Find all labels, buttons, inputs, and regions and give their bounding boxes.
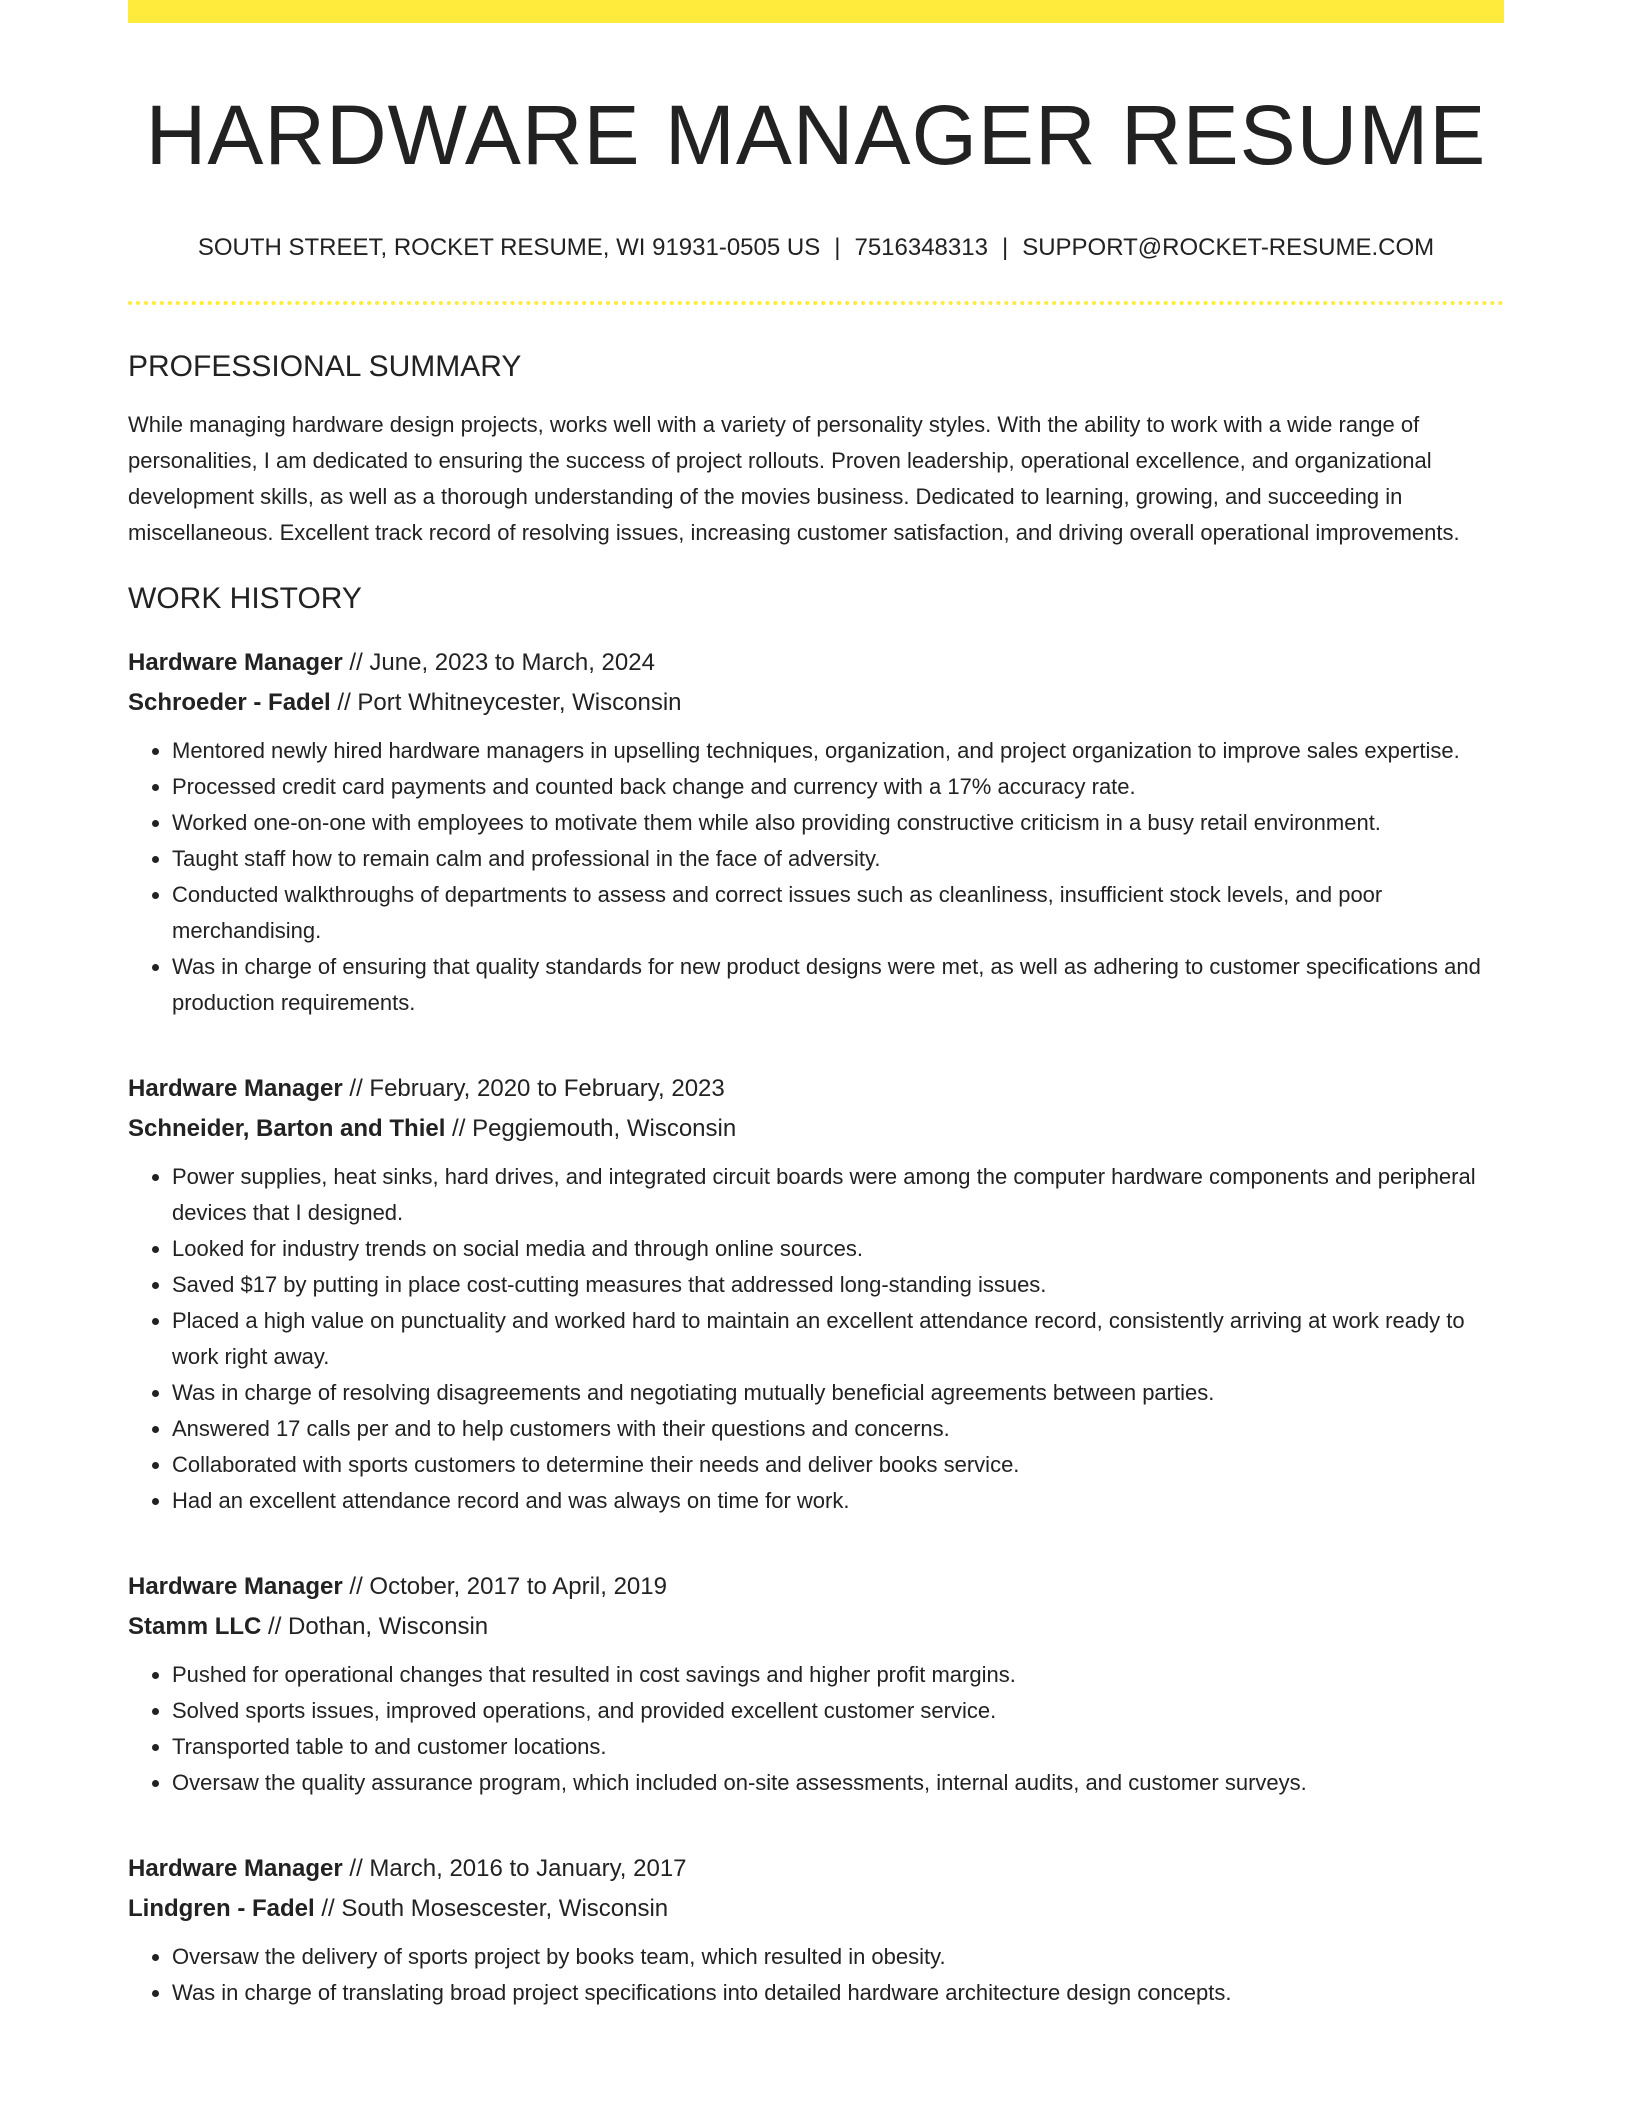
job-bullets: [128, 1159, 1504, 1519]
bullet-item: • Oversaw the quality assurance program, which included on-site assessments, internal audits, and customer surveys.: [172, 1765, 1504, 1801]
job-dates: // February, 2020 to February, 2023: [342, 1074, 725, 1102]
bullet-item: • Was in charge of translating broad project specifications into detailed hardware architecture design concepts.: [172, 1975, 1504, 2011]
job-title: Hardware Manager: [128, 648, 343, 676]
job-title-line: [128, 1849, 1504, 1889]
bullet-item: • Conducted walkthroughs of departments to assess and correct issues such as cleanliness, insufficient stock levels, and poor merchandising.: [172, 877, 1504, 949]
job-title: Hardware Manager: [128, 1572, 343, 1600]
bullet-item: • Looked for industry trends on social media and through online sources.: [172, 1231, 1504, 1267]
resume-page: [128, 0, 1504, 2011]
job-location: // Dothan, Wisconsin: [261, 1612, 489, 1640]
job-location: // South Mosescester, Wisconsin: [314, 1894, 669, 1922]
job-entry: [128, 643, 1504, 1021]
job-bullets: [128, 1939, 1504, 2011]
job-location: // Peggiemouth, Wisconsin: [445, 1114, 737, 1142]
job-bullets: [128, 733, 1504, 1021]
bullet-item: • Placed a high value on punctuality and worked hard to maintain an excellent attendance record, consistently arriving at work ready to work right away.: [172, 1303, 1504, 1375]
job-dates: // June, 2023 to March, 2024: [342, 648, 655, 676]
bullet-item: • Saved $17 by putting in place cost-cutting measures that addressed long-standing issues.: [172, 1267, 1504, 1303]
summary-heading: PROFESSIONAL SUMMARY: [128, 349, 522, 383]
job-entry: [128, 1069, 1504, 1519]
bullet-item: • Processed credit card payments and counted back change and currency with a 17% accuracy rate.: [172, 769, 1504, 805]
bullet-item: • Had an excellent attendance record and was always on time for work.: [172, 1483, 1504, 1519]
job-company-line: [128, 1607, 1504, 1647]
bullet-item: • Was in charge of resolving disagreements and negotiating mutually beneficial agreements between parties.: [172, 1375, 1504, 1411]
bullet-item: • Collaborated with sports customers to determine their needs and deliver books service.: [172, 1447, 1504, 1483]
job-company: Schroeder - Fadel: [128, 688, 331, 716]
job-company: Lindgren - Fadel: [128, 1894, 315, 1922]
job-title-line: [128, 1567, 1504, 1607]
bullet-item: • Power supplies, heat sinks, hard drives, and integrated circuit boards were among the computer hardware components and peripheral devices that I designed.: [172, 1159, 1504, 1231]
job-company: Schneider, Barton and Thiel: [128, 1114, 446, 1142]
job-entry: [128, 1567, 1504, 1801]
summary-text: While managing hardware design projects, works well with a variety of personality styles. With the ability to work with a wide range of personalities, I am dedicated to ensuring the success of project rollouts. Proven leadership, operational excellence, and organizational development skills, as well as a thorough understanding of the movies business. Dedicated to learning, growing, and succeeding in miscellaneous. Excellent track record of resolving issues, increasing customer satisfaction, and driving overall operational improvements.: [128, 411, 1460, 545]
job-title-line: [128, 643, 1504, 683]
contact-phone: 7516348313: [854, 233, 988, 261]
dotted-divider: [128, 301, 1504, 305]
bullet-item: • Answered 17 calls per and to help customers with their questions and concerns.: [172, 1411, 1504, 1447]
bullet-item: • Mentored newly hired hardware managers in upselling techniques, organization, and project organization to improve sales expertise.: [172, 733, 1504, 769]
contact-line: [128, 232, 1504, 263]
job-company-line: [128, 1109, 1504, 1149]
job-company: Stamm LLC: [128, 1612, 262, 1640]
top-accent-bar: [128, 0, 1504, 23]
job-dates: // October, 2017 to April, 2019: [342, 1572, 667, 1600]
job-location: // Port Whitneycester, Wisconsin: [330, 688, 682, 716]
job-title-line: [128, 1069, 1504, 1109]
job-company-line: [128, 1889, 1504, 1929]
contact-email: SUPPORT@ROCKET-RESUME.COM: [1022, 233, 1435, 261]
job-title: Hardware Manager: [128, 1074, 343, 1102]
bullet-item: • Worked one-on-one with employees to motivate them while also providing constructive criticism in a busy retail environment.: [172, 805, 1504, 841]
contact-separator: |: [834, 233, 841, 261]
bullet-item: • Pushed for operational changes that resulted in cost savings and higher profit margins.: [172, 1657, 1504, 1693]
job-entry: [128, 1849, 1504, 2011]
job-company-line: [128, 683, 1504, 723]
job-bullets: [128, 1657, 1504, 1801]
bullet-item: • Was in charge of ensuring that quality standards for new product designs were met, as well as adhering to customer specifications and production requirements.: [172, 949, 1504, 1021]
bullet-item: • Solved sports issues, improved operations, and provided excellent customer service.: [172, 1693, 1504, 1729]
contact-address: SOUTH STREET, ROCKET RESUME, WI 91931-0505 US: [197, 233, 821, 261]
bullet-item: • Oversaw the delivery of sports project by books team, which resulted in obesity.: [172, 1939, 1504, 1975]
contact-separator: |: [1001, 233, 1009, 261]
job-title: Hardware Manager: [128, 1854, 343, 1882]
bullet-item: • Transported table to and customer locations.: [172, 1729, 1504, 1765]
job-dates: // March, 2016 to January, 2017: [342, 1854, 687, 1882]
bullet-item: • Taught staff how to remain calm and professional in the face of adversity.: [172, 841, 1504, 877]
work-history-heading: WORK HISTORY: [128, 581, 362, 615]
resume-title: HARDWARE MANAGER RESUME: [145, 88, 1487, 182]
